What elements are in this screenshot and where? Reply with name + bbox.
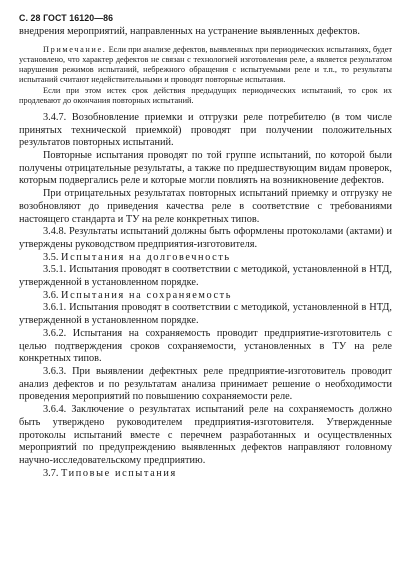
section-number: 3.7.: [43, 467, 59, 479]
section-number: 3.5.: [43, 251, 59, 263]
paragraph: 3.6.1. Испытания проводят в соответствии с методикой, установленной в НТД, утвержденной в установленном порядке.: [19, 302, 392, 327]
note-paragraph: Если при этом истек срок действия предыдущих периодических испытаний, то срок их продлевают до окончания повторных испытаний.: [19, 85, 392, 105]
section-title: Испытания на сохраняемость: [61, 289, 233, 301]
section-number: 3.6.: [43, 289, 59, 301]
page-header: С. 28 ГОСТ 16120—86: [19, 13, 114, 23]
section-heading: [19, 252, 392, 265]
section-title: Типовые испытания: [61, 467, 177, 479]
paragraph: 3.6.3. При выявлении дефектных реле предприятие-изготовитель проводит анализ дефектов и по результатам анализа принимает решение о необходимости проведения мероприятий по повышению сохраняемости реле.: [19, 365, 392, 403]
paragraph: внедрения мероприятий, направленных на устранение выявленных дефектов.: [19, 26, 360, 37]
paragraph: Повторные испытания проводят по той группе испытаний, по которой были получены отрицательные результаты, а также по предшествующим видам проверок, которым подвергались реле и которые могли повлиять на возникновение дефектов.: [19, 150, 392, 187]
note-label: Примечание.: [43, 44, 107, 54]
section-title: Испытания на долговечность: [61, 251, 231, 263]
paragraph: При отрицательных результатах повторных испытаний приемку и отгрузку не возобновляют до приведения качества реле в соответствие с требованиями настоящего стандарта и ТУ на реле конкретных типов.: [19, 188, 392, 225]
paragraph: 3.4.7. Возобновление приемки и отгрузки реле потребителю (в том числе принятых технической приемкой) проводят при получении положительных результатов повторных испытаний.: [19, 111, 392, 149]
note-text: Если при анализе дефектов, выявленных при периодических испытаниях, будет установлено, что характер дефектов не связан с технологией изготовления реле, а является результатом нарушения режимов испытаний, небрежного обращения с испытуемыми реле и т.п., то результаты испытаний считают недействительными и проводят повторные испытания.: [19, 44, 393, 85]
paragraph: 3.5.1. Испытания проводят в соответствии с методикой, установленной в НТД, утвержденной в установленном порядке.: [19, 264, 392, 289]
paragraph: 3.6.4. Заключение о результатах испытаний реле на сохраняемость должно быть утверждено руководителем предприятия-изготовителя. Утвержденные протоколы испытаний вместе с перечнем разработанных и осуществленных мероприятий по предупреждению выявленных дефектов направляют головному научно-исследовательскому предприятию.: [19, 404, 392, 466]
section-heading: [19, 468, 392, 481]
section-heading: [19, 290, 392, 303]
paragraph: 3.6.2. Испытания на сохраняемость проводит предприятие-изготовитель с целью подтверждения сроков сохраняемости, установленных в ТУ на реле конкретных типов.: [19, 327, 392, 365]
paragraph: 3.4.8. Результаты испытаний должны быть оформлены протоколами (актами) и утверждены руководством предприятия-изготовителя.: [19, 226, 392, 250]
note-paragraph: [19, 45, 392, 86]
